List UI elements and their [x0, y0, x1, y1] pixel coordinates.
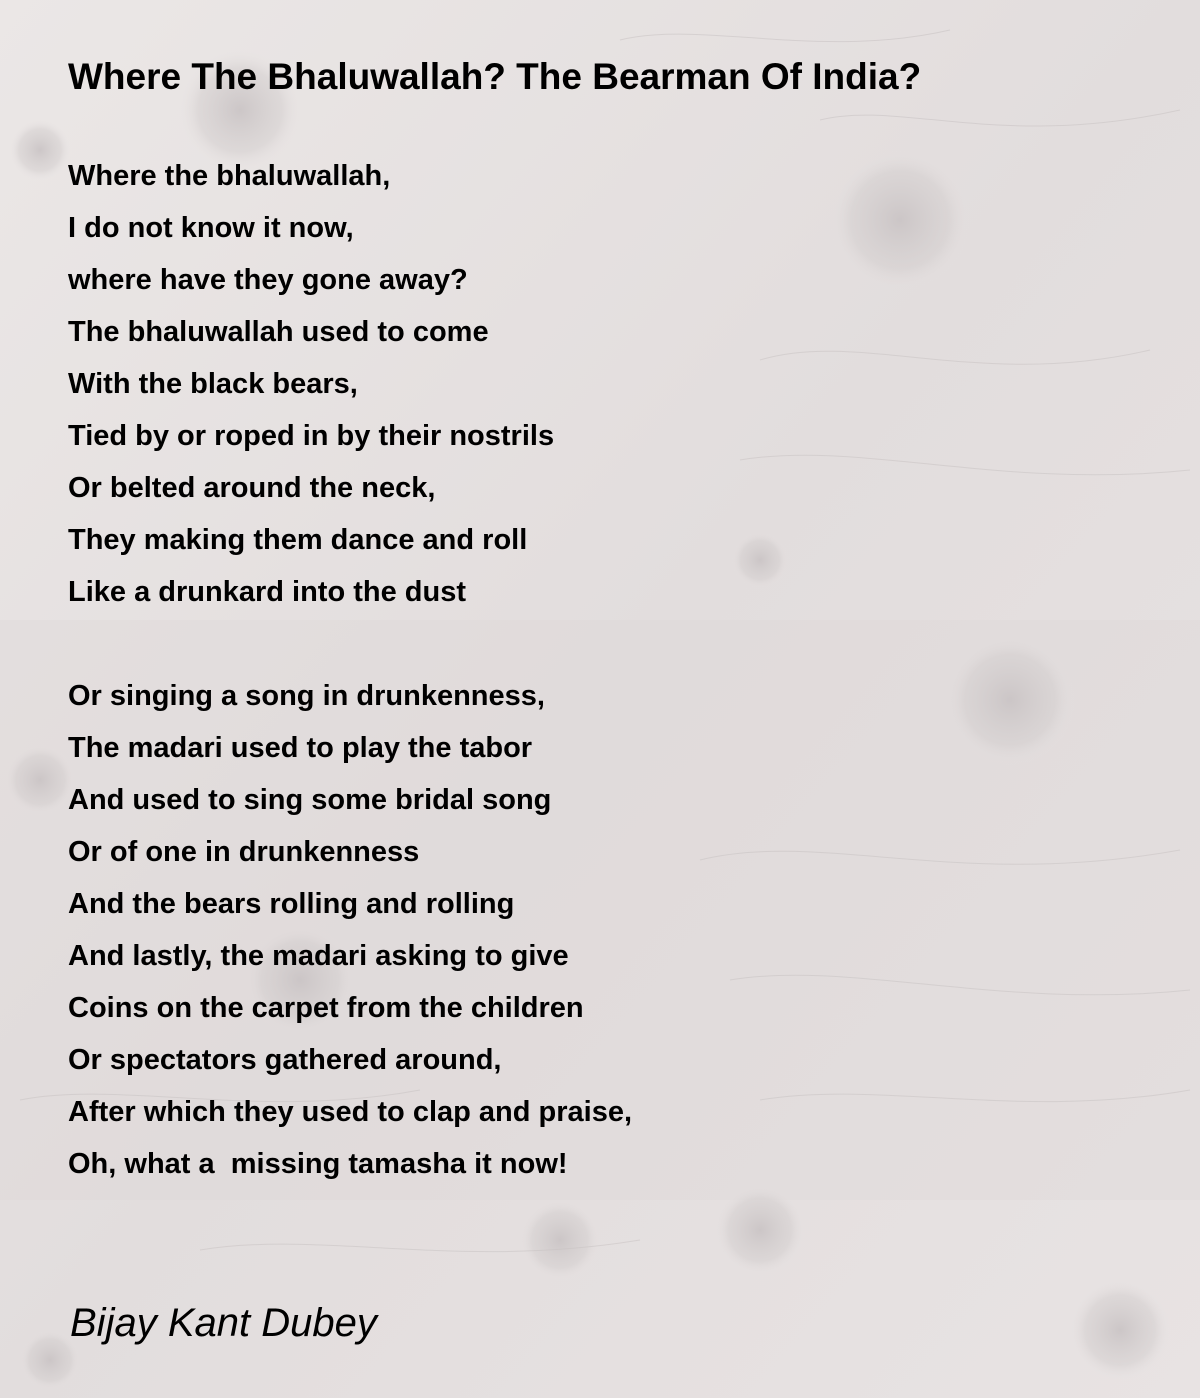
poem-line: Or of one in drunkenness [68, 836, 420, 868]
poem-author: Bijay Kant Dubey [70, 1301, 377, 1345]
poem-line: Oh, what a missing tamasha it now! [68, 1148, 568, 1180]
poem-line: Or singing a song in drunkenness, [68, 680, 545, 712]
poem-title: Where The Bhaluwallah? The Bearman Of India? [68, 56, 922, 97]
poem-line: Where the bhaluwallah, [68, 160, 391, 192]
poem-line: And used to sing some bridal song [68, 784, 552, 816]
stanza-1 [68, 150, 554, 618]
poem-line: The bhaluwallah used to come [68, 316, 489, 348]
poem-line: After which they used to clap and praise, [68, 1096, 633, 1128]
poem-line: I do not know it now, [68, 212, 354, 244]
poem-line: Or belted around the neck, [68, 472, 436, 504]
poem-line: Tied by or roped in by their nostrils [68, 420, 555, 452]
poem-line: With the black bears, [68, 368, 358, 400]
poem-line: And the bears rolling and rolling [68, 888, 515, 920]
poem-line: where have they gone away? [68, 264, 468, 296]
poem-line: Like a drunkard into the dust [68, 576, 466, 608]
stanza-2 [68, 670, 632, 1190]
poem-line: And lastly, the madari asking to give [68, 940, 569, 972]
poem-line: Coins on the carpet from the children [68, 992, 584, 1024]
poem-line: They making them dance and roll [68, 524, 528, 556]
poem-line: The madari used to play the tabor [68, 732, 533, 764]
poem-line: Or spectators gathered around, [68, 1044, 502, 1076]
